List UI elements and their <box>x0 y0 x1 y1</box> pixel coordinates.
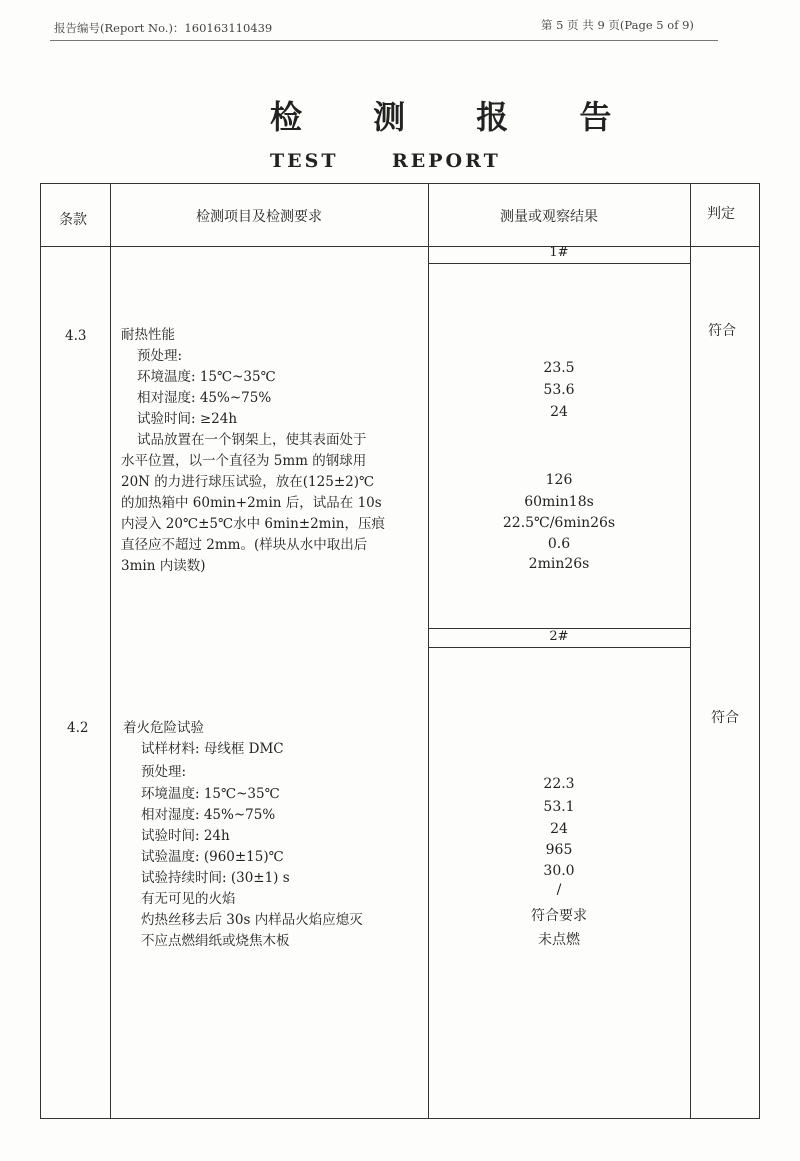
table-bottom-border <box>40 1118 760 1119</box>
sec2-result: 未点燃 <box>538 932 580 948</box>
sec1-result: 60min18s <box>524 494 594 510</box>
sec2-result: / <box>556 882 562 898</box>
sec1-line: 的加热箱中 60min+2min 后，试品在 10s <box>121 495 382 511</box>
header-clause: 条款 <box>59 212 87 228</box>
report-number: 报告编号(Report No.)：160163110439 <box>54 21 273 35</box>
item-column-border <box>428 183 429 1119</box>
sec1-line: 耐热性能 <box>121 327 175 343</box>
sec2-line: 环境温度: 15℃~35℃ <box>141 786 280 802</box>
sample1-row-border <box>428 263 690 264</box>
sec2-line: 相对湿度: 45%~75% <box>141 807 276 823</box>
sec1-result: 126 <box>545 472 573 488</box>
clause-4-2: 4.2 <box>67 720 89 736</box>
sec2-result: 30.0 <box>543 863 575 879</box>
sec2-result: 22.3 <box>543 776 575 792</box>
sec2-result: 符合要求 <box>531 908 587 924</box>
header-verdict: 判定 <box>707 206 735 222</box>
sec2-result: 53.1 <box>543 799 575 815</box>
sec1-result: 0.6 <box>547 536 571 552</box>
table-left-border <box>40 183 41 1119</box>
table-top-border <box>40 183 760 184</box>
sec1-line: 内浸入 20℃±5℃水中 6min±2min，压痕 <box>121 516 385 532</box>
sec1-line: 直径应不超过 2mm。(样块从水中取出后 <box>121 537 368 553</box>
verdict-4-3: 符合 <box>708 323 736 339</box>
table-right-border <box>759 183 760 1119</box>
sec1-result: 2min26s <box>528 556 590 572</box>
sec1-line: 20N 的力进行球压试验，放在(125±2)℃ <box>121 474 375 490</box>
sec1-line: 预处理: <box>137 348 183 364</box>
page-title: 检 测 报 告 <box>270 98 642 136</box>
sec2-line: 有无可见的火焰 <box>141 891 236 907</box>
sec1-line: 试验时间: ≥24h <box>137 411 238 427</box>
sec2-result: 965 <box>545 842 573 858</box>
clause-column-border <box>110 183 111 1119</box>
sec2-line: 试验温度: (960±15)℃ <box>141 849 284 865</box>
sec1-line: 3min 内读数) <box>121 558 206 574</box>
sample2-row-border <box>428 647 690 648</box>
subtitle-test: TEST <box>270 150 339 172</box>
sec1-result: 53.6 <box>543 382 575 398</box>
sec2-line: 预处理: <box>141 764 187 780</box>
sec1-result: 23.5 <box>543 360 575 376</box>
header-item: 检测项目及检测要求 <box>196 209 322 225</box>
sec1-line: 试品放置在一个钢架上，使其表面处于 <box>137 432 367 448</box>
sec2-line: 灼热丝移去后 30s 内样品火焰应熄灭 <box>141 912 363 928</box>
sec2-line: 试验时间: 24h <box>141 828 230 844</box>
result-column-border <box>690 183 691 1119</box>
sec2-line: 不应点燃绢纸或烧焦木板 <box>141 933 290 949</box>
sec1-line: 水平位置，以一个直径为 5mm 的钢球用 <box>121 453 367 469</box>
subtitle-report: REPORT <box>392 150 501 172</box>
sec1-line: 环境温度: 15℃~35℃ <box>137 369 276 385</box>
sample2-label: 2# <box>549 629 569 644</box>
sec2-line: 试验持续时间: (30±1) s <box>141 870 290 886</box>
header-result: 测量或观察结果 <box>500 209 598 225</box>
sec1-line: 相对湿度: 45%~75% <box>137 390 272 406</box>
page-number: 第 5 页 共 9 页(Page 5 of 9) <box>541 18 694 32</box>
sec2-line: 试样材料: 母线框 DMC <box>141 741 284 757</box>
clause-4-3: 4.3 <box>65 328 87 344</box>
sec1-result: 22.5℃/6min26s <box>502 515 616 531</box>
header-rule <box>50 40 718 41</box>
sec2-result: 24 <box>550 821 568 837</box>
sample1-label: 1# <box>549 245 569 260</box>
sec1-result: 24 <box>550 404 568 420</box>
sec2-line: 着火危险试验 <box>123 720 204 736</box>
verdict-4-2: 符合 <box>711 710 739 726</box>
